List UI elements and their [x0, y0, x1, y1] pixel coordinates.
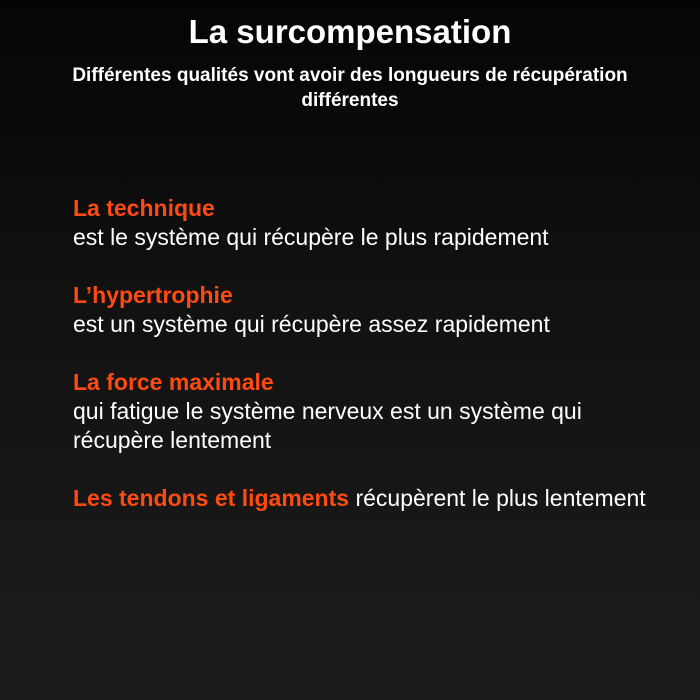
- list-item-hypertrophie: [73, 281, 673, 339]
- slide-title: La surcompensation: [188, 13, 512, 50]
- item-text: récupèrent le plus lentement: [355, 485, 646, 511]
- item-text: est le système qui récupère le plus rapidement: [73, 224, 549, 250]
- slide-subtitle: Différentes qualités vont avoir des longueurs de récupération différentes: [72, 65, 628, 111]
- item-title: L’hypertrophie: [73, 282, 233, 308]
- list-item-technique: [73, 194, 673, 252]
- item-title: La technique: [73, 195, 215, 221]
- item-text: qui fatigue le système nerveux est un système qui récupère lentement: [73, 398, 582, 453]
- recovery-list: [73, 194, 673, 542]
- list-item-tendons-ligaments: [73, 484, 673, 513]
- item-title: La force maximale: [73, 369, 274, 395]
- list-item-force-maximale: [73, 368, 673, 455]
- item-title: Les tendons et ligaments: [73, 485, 356, 511]
- item-text: est un système qui récupère assez rapidement: [73, 311, 550, 337]
